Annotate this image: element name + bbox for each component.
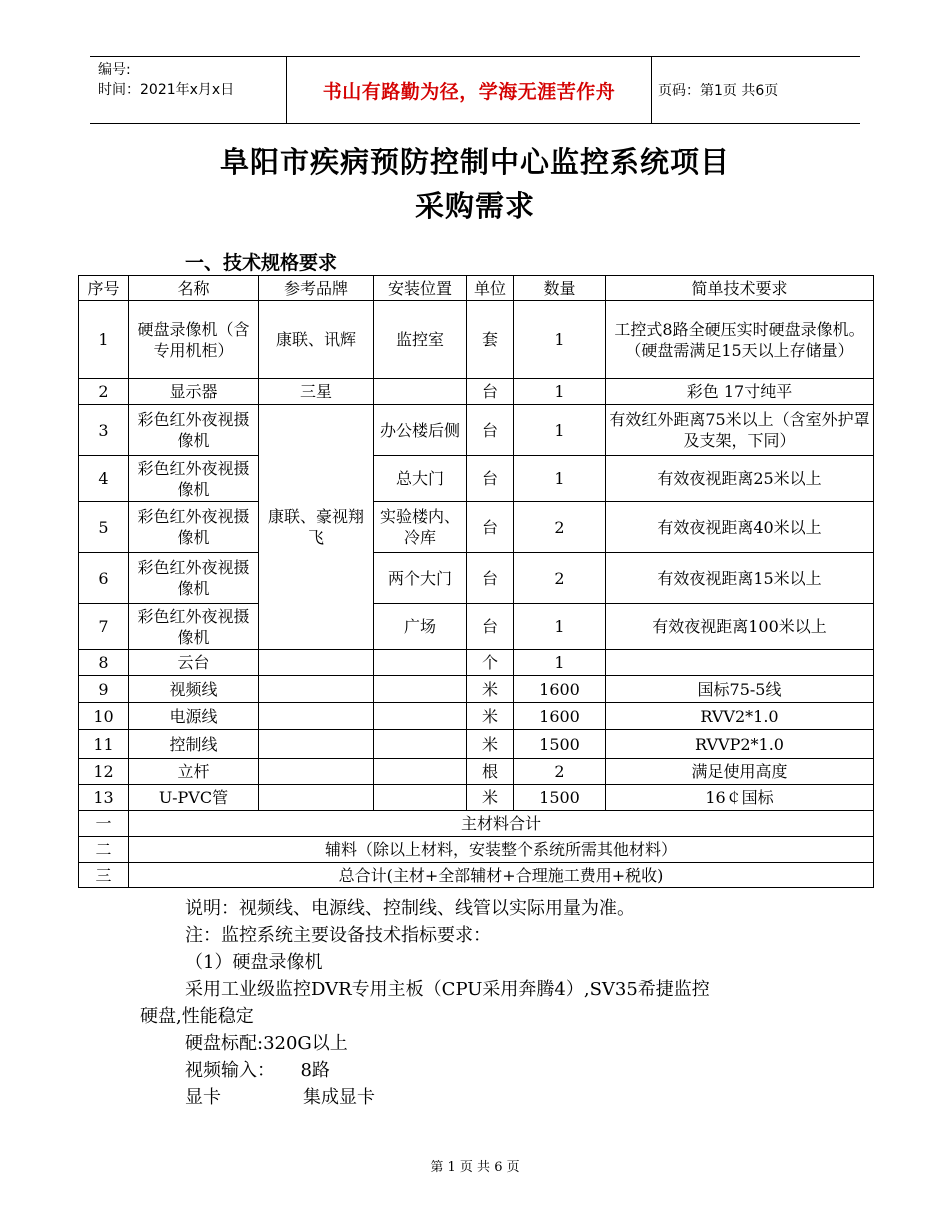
cell: 广场 (374, 604, 467, 650)
column-header: 序号 (79, 276, 129, 301)
cell (259, 676, 374, 703)
document-subtitle: 采购需求 (414, 189, 535, 223)
cell: 2 (514, 553, 606, 604)
cell: 控制线 (129, 730, 259, 759)
cell: 10 (79, 703, 129, 730)
cell: 6 (79, 553, 129, 604)
cell: 9 (79, 676, 129, 703)
cell: 13 (79, 785, 129, 811)
cell (374, 785, 467, 811)
table-row (79, 676, 874, 703)
cell: 彩色红外夜视摄像机 (129, 502, 259, 553)
spec-value: 集成显卡 (303, 1087, 375, 1108)
column-header: 安装位置 (374, 276, 467, 301)
cell: 有效夜视距离40米以上 (606, 502, 874, 553)
cell: RVV2*1.0 (606, 703, 874, 730)
cell: 1600 (514, 676, 606, 703)
cell: 辅料（除以上材料，安装整个系统所需其他材料） (129, 837, 874, 863)
cell: 1 (514, 650, 606, 676)
note-line: 说明：视频线、电源线、控制线、线管以实际用量为准。 (185, 898, 635, 919)
column-header: 数量 (514, 276, 606, 301)
cell: U-PVC管 (129, 785, 259, 811)
cell: 1600 (514, 703, 606, 730)
cell (374, 730, 467, 759)
cell: 8 (79, 650, 129, 676)
cell (374, 379, 467, 405)
notes-block (140, 895, 860, 1111)
cell: 米 (467, 730, 514, 759)
cell: 米 (467, 676, 514, 703)
cell: 显示器 (129, 379, 259, 405)
cell: 彩色红外夜视摄像机 (129, 405, 259, 456)
table-row (79, 379, 874, 405)
cell: 2 (79, 379, 129, 405)
cell: 台 (467, 405, 514, 456)
table-summary-row (79, 863, 874, 888)
header-left (98, 60, 234, 100)
cell: 两个大门 (374, 553, 467, 604)
cell (374, 676, 467, 703)
section-heading: 一、技术规格要求 (185, 252, 338, 274)
cell: 12 (79, 759, 129, 785)
note-line (140, 1084, 860, 1111)
cell: 个 (467, 650, 514, 676)
cell: 台 (467, 502, 514, 553)
header-motto-box (286, 57, 652, 123)
cell: 彩色 17寸纯平 (606, 379, 874, 405)
column-header: 参考品牌 (259, 276, 374, 301)
time-label: 时间：2021年x月x日 (98, 82, 235, 98)
code-label: 编号: (98, 62, 131, 78)
table-row (79, 301, 874, 379)
spec-table (78, 275, 874, 888)
page-footer: 第 1 页 共 6 页 (430, 1160, 520, 1175)
note-line: 硬盘,性能稳定 (140, 1006, 254, 1027)
table-row (79, 730, 874, 759)
table-header-row (79, 276, 874, 301)
table-row (79, 703, 874, 730)
cell (374, 703, 467, 730)
cell: 2 (514, 502, 606, 553)
cell: 云台 (129, 650, 259, 676)
cell: 满足使用高度 (606, 759, 874, 785)
table-row (79, 553, 874, 604)
cell: 有效夜视距离15米以上 (606, 553, 874, 604)
cell: 三 (79, 863, 129, 888)
cell (606, 650, 874, 676)
cell: 7 (79, 604, 129, 650)
cell: 1500 (514, 730, 606, 759)
table-summary-row (79, 837, 874, 863)
note-line: 采用工业级监控DVR专用主板（CPU采用奔腾4）,SV35希捷监控 (185, 979, 710, 1000)
cell: 1 (514, 301, 606, 379)
cell: 彩色红外夜视摄像机 (129, 604, 259, 650)
spec-label: 视频输入： (185, 1060, 275, 1081)
cell: 三星 (259, 379, 374, 405)
cell: 主材料合计 (129, 811, 874, 837)
cell: 套 (467, 301, 514, 379)
cell: 11 (79, 730, 129, 759)
cell: 总大门 (374, 456, 467, 502)
note-line (140, 1057, 860, 1084)
cell: 总合计(主材+全部辅材+合理施工费用+税收) (129, 863, 874, 888)
column-header: 简单技术要求 (606, 276, 874, 301)
page-header (90, 56, 860, 124)
cell (259, 730, 374, 759)
table-row (79, 650, 874, 676)
cell: 有效夜视距离100米以上 (606, 604, 874, 650)
spec-value: 8路 (300, 1060, 330, 1081)
cell: 台 (467, 604, 514, 650)
table-row (79, 502, 874, 553)
table-summary-row (79, 811, 874, 837)
document-title: 阜阳市疾病预防控制中心监控系统项目 (219, 145, 730, 179)
cell: 1500 (514, 785, 606, 811)
cell: 1 (514, 456, 606, 502)
cell: 工控式8路全硬压实时硬盘录像机。（硬盘需满足15天以上存储量） (606, 301, 874, 379)
cell: 电源线 (129, 703, 259, 730)
table-row (79, 456, 874, 502)
cell: 立杆 (129, 759, 259, 785)
spec-label: 显卡 (185, 1087, 221, 1108)
cell: RVVP2*1.0 (606, 730, 874, 759)
cell: 一 (79, 811, 129, 837)
cell: 硬盘录像机（含专用机柜） (129, 301, 259, 379)
cell: 有效夜视距离25米以上 (606, 456, 874, 502)
table-row (79, 405, 874, 456)
cell: 彩色红外夜视摄像机 (129, 456, 259, 502)
cell: 1 (514, 379, 606, 405)
cell (374, 650, 467, 676)
cell: 5 (79, 502, 129, 553)
table-row (79, 785, 874, 811)
cell (259, 703, 374, 730)
cell: 康联、讯辉 (259, 301, 374, 379)
page-label: 页码：第1页 共6页 (658, 83, 779, 99)
table-row (79, 604, 874, 650)
cell (259, 650, 374, 676)
cell: 米 (467, 703, 514, 730)
column-header: 单位 (467, 276, 514, 301)
cell: 米 (467, 785, 514, 811)
cell (259, 785, 374, 811)
cell: 国标75-5线 (606, 676, 874, 703)
cell: 台 (467, 456, 514, 502)
cell: 4 (79, 456, 129, 502)
cell: 根 (467, 759, 514, 785)
cell: 3 (79, 405, 129, 456)
cell: 二 (79, 837, 129, 863)
cell: 监控室 (374, 301, 467, 379)
cell: 办公楼后侧 (374, 405, 467, 456)
cell: 彩色红外夜视摄像机 (129, 553, 259, 604)
cell: 2 (514, 759, 606, 785)
cell: 1 (79, 301, 129, 379)
note-line: 注：监控系统主要设备技术指标要求： (185, 925, 491, 946)
cell: 实验楼内、冷库 (374, 502, 467, 553)
cell (259, 759, 374, 785)
cell: 1 (514, 405, 606, 456)
column-header: 名称 (129, 276, 259, 301)
note-line: （1）硬盘录像机 (185, 952, 323, 973)
cell: 1 (514, 604, 606, 650)
note-line: 硬盘标配:320G以上 (185, 1033, 348, 1054)
cell: 台 (467, 379, 514, 405)
cell: 台 (467, 553, 514, 604)
cell: 有效红外距离75米以上（含室外护罩及支架，下同） (606, 405, 874, 456)
cell: 16￠国标 (606, 785, 874, 811)
cell-brand-merged: 康联、豪视翔飞 (259, 405, 374, 650)
motto: 书山有路勤为径，学海无涯苦作舟 (322, 80, 616, 103)
cell: 视频线 (129, 676, 259, 703)
table-row (79, 759, 874, 785)
cell (374, 759, 467, 785)
